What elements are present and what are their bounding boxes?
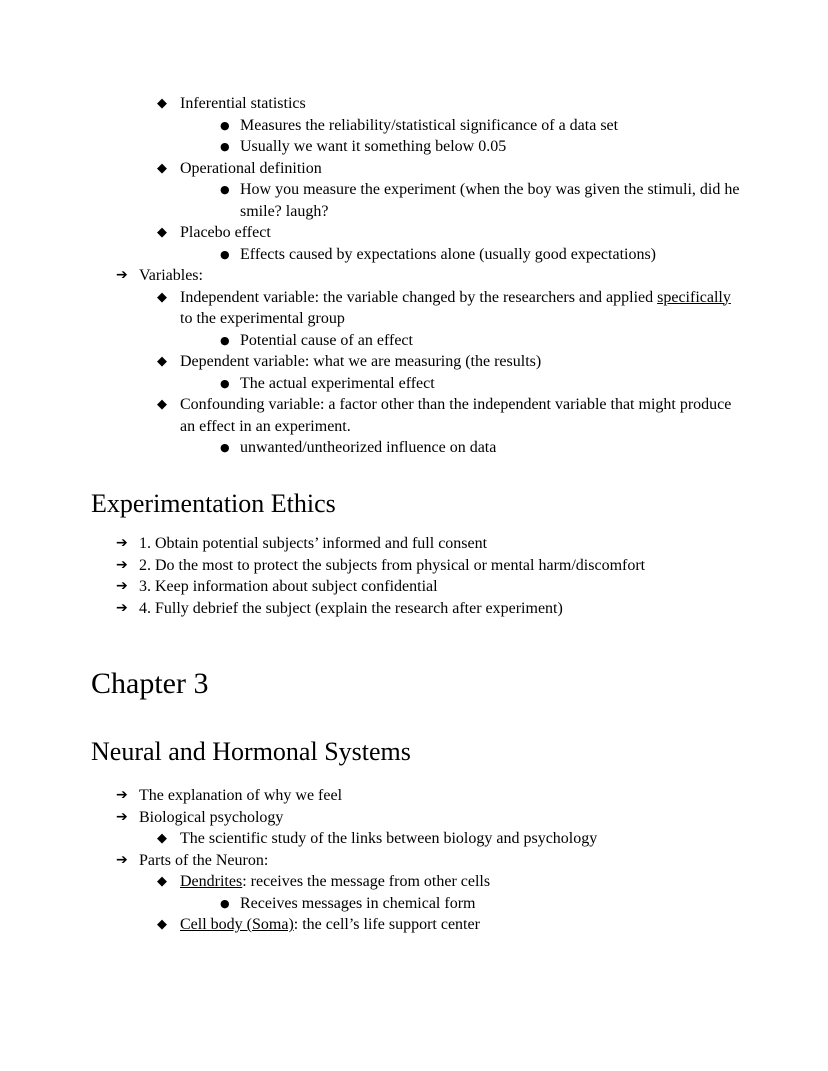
circle-bullet-icon: ● <box>220 333 230 347</box>
list-item <box>91 598 740 620</box>
list-item-text: Effects caused by expectations alone (usually good expectations) <box>240 245 657 263</box>
circle-bullet-icon: ● <box>220 441 230 454</box>
list-item-text-underlined: Cell body (Soma) <box>180 916 294 933</box>
list-item <box>91 828 740 850</box>
diamond-bullet-icon: ◆ <box>157 160 167 176</box>
diamond-bullet-icon: ◆ <box>157 354 167 369</box>
list-item-text: Measures the reliability/statistical significance of a data set <box>240 116 619 134</box>
heading-neural-hormonal-systems: Neural and Hormonal Systems <box>91 737 411 766</box>
list-item <box>91 373 740 395</box>
arrow-bullet-icon: ➔ <box>116 851 128 868</box>
diamond-bullet-icon: ◆ <box>157 397 167 412</box>
list-item <box>91 785 740 807</box>
circle-bullet-icon: ● <box>220 183 230 196</box>
list-item-text: : receives the message from other cells <box>242 873 491 890</box>
list-item-text: Variables: <box>139 267 203 284</box>
list-item <box>91 533 740 555</box>
ethics-list <box>91 533 740 619</box>
list-item-text: Dependent variable: what we are measuring (the results) <box>180 353 542 370</box>
list-item-text-underlined: Dendrites <box>180 873 243 890</box>
circle-bullet-icon: ● <box>220 896 230 910</box>
list-item <box>91 265 740 287</box>
list-item-text: : the cell’s life support center <box>293 916 480 933</box>
list-item <box>91 394 740 437</box>
arrow-bullet-icon: ➔ <box>116 267 128 283</box>
circle-bullet-icon: ● <box>220 376 230 390</box>
list-item <box>91 244 740 266</box>
list-item <box>91 351 740 373</box>
arrow-bullet-icon: ➔ <box>116 599 128 616</box>
list-item-text: The explanation of why we feel <box>139 787 343 804</box>
diamond-bullet-icon: ◆ <box>157 874 167 889</box>
list-item-text: Independent variable: the variable changed by the researchers and applied <box>180 288 658 306</box>
arrow-bullet-icon: ➔ <box>116 578 128 594</box>
list-item-text: Biological psychology <box>139 808 284 826</box>
diamond-bullet-icon: ◆ <box>157 225 167 240</box>
diamond-bullet-icon: ◆ <box>157 289 167 305</box>
diamond-bullet-icon: ◆ <box>157 917 167 932</box>
circle-bullet-icon: ● <box>220 118 230 132</box>
list-item <box>91 807 740 829</box>
list-item-text: The actual experimental effect <box>240 374 435 392</box>
list-item-text: Parts of the Neuron: <box>139 851 269 869</box>
list-item <box>91 287 740 330</box>
list-item <box>91 179 740 222</box>
list-item <box>91 158 740 180</box>
list-item <box>91 136 740 158</box>
list-item <box>91 555 740 577</box>
neural-list <box>91 785 740 936</box>
list-item-text: The scientific study of the links between biology and psychology <box>180 830 598 847</box>
circle-bullet-icon: ● <box>220 247 230 261</box>
list-item-text: Potential cause of an effect <box>240 331 413 349</box>
circle-bullet-icon: ● <box>220 140 230 153</box>
heading-experimentation-ethics: Experimentation Ethics <box>91 489 336 518</box>
list-item-text: to the experimental group <box>180 310 345 327</box>
list-item-text: Inferential statistics <box>180 95 306 112</box>
arrow-bullet-icon: ➔ <box>116 787 128 803</box>
list-item-text: Confounding variable: a factor other than the independent variable that might produce an effect in an experiment. <box>180 396 732 435</box>
list-item-text: 4. Fully debrief the subject (explain the research after experiment) <box>139 599 563 617</box>
list-item <box>91 330 740 352</box>
arrow-bullet-icon: ➔ <box>116 535 128 551</box>
arrow-bullet-icon: ➔ <box>116 808 128 825</box>
list-item-text: 2. Do the most to protect the subjects from physical or mental harm/discomfort <box>139 556 646 574</box>
list-item-text: Receives messages in chemical form <box>240 894 476 912</box>
list-item <box>91 437 740 459</box>
list-item-text: 1. Obtain potential subjects’ informed and full consent <box>139 535 488 552</box>
list-item <box>91 115 740 137</box>
arrow-bullet-icon: ➔ <box>116 556 128 573</box>
list-item-text-underlined: specifically <box>657 288 731 306</box>
list-item <box>91 222 740 244</box>
list-item <box>91 93 740 115</box>
list-item <box>91 914 740 936</box>
list-item-text: How you measure the experiment (when the boy was given the stimuli, did he smile? laugh? <box>240 181 740 220</box>
list-item <box>91 871 740 893</box>
list-item <box>91 576 740 598</box>
list-item <box>91 850 740 872</box>
diamond-bullet-icon: ◆ <box>157 96 167 111</box>
list-item-text: unwanted/untheorized influence on data <box>240 439 497 456</box>
list-item-text: Usually we want it something below 0.05 <box>240 138 507 155</box>
list-item-text: Placebo effect <box>180 224 271 241</box>
list-item <box>91 893 740 915</box>
list-item-text: Operational definition <box>180 159 322 177</box>
title-chapter-3: Chapter 3 <box>91 667 209 700</box>
statistics-notes-list <box>91 93 740 459</box>
diamond-bullet-icon: ◆ <box>157 831 167 846</box>
list-item-text: 3. Keep information about subject confidential <box>139 578 438 595</box>
